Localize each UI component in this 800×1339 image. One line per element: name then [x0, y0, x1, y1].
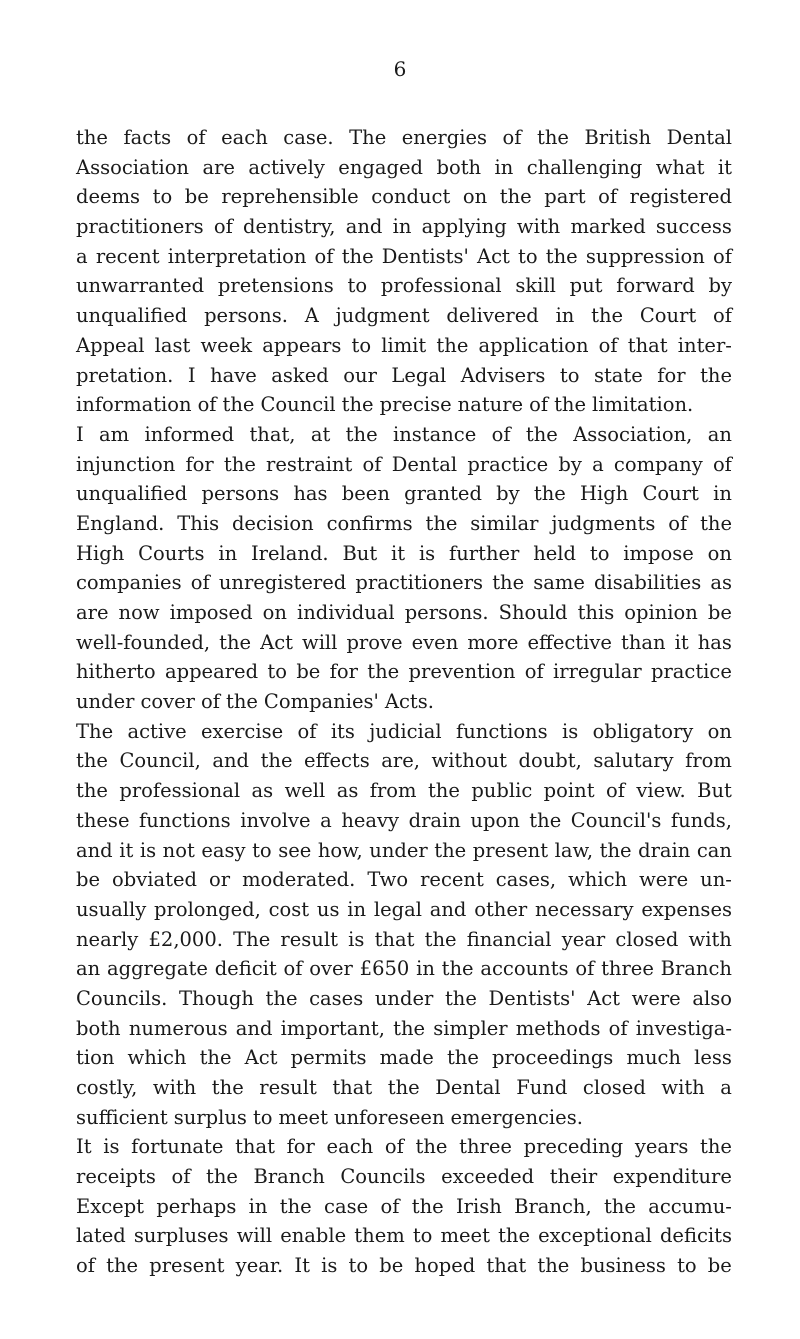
- text-line: sufficient surplus to meet unforeseen emergencies.: [76, 1105, 583, 1129]
- text-line: these functions involve a heavy drain upon the Council's funds,: [76, 808, 732, 832]
- text-line: nearly £2,000. The result is that the financial year closed with: [76, 927, 732, 951]
- text-line: be obviated or moderated. Two recent cases, which were un-: [76, 868, 732, 892]
- body-text: [76, 123, 732, 1281]
- text-line: unqualified persons has been granted by the High Court in: [76, 482, 732, 506]
- text-line: companies of unregistered practitioners the same disabilities as: [76, 571, 732, 595]
- text-line: an aggregate deficit of over £650 in the accounts of three Branch: [76, 957, 732, 981]
- text-line: hitherto appeared to be for the prevention of irregular practice: [76, 660, 732, 684]
- text-line: the facts of each case. The energies of the British Dental: [76, 126, 732, 149]
- page-number: 6: [393, 57, 407, 81]
- text-line: under cover of the Companies' Acts.: [76, 690, 434, 714]
- text-line: the professional as well as from the public point of view. But: [76, 779, 732, 803]
- text-line: well-founded, the Act will prove even more effective than it has: [76, 630, 732, 654]
- text-line: tion which the Act permits made the proceedings much less: [76, 1046, 732, 1070]
- text-line: The active exercise of its judicial functions is obligatory on: [76, 719, 732, 743]
- text-line: It is fortunate that for each of the three preceding years the: [76, 1135, 732, 1159]
- text-line: deems to be reprehensible conduct on the part of registered: [76, 185, 732, 209]
- text-line: Councils. Though the cases under the Dentists' Act were also: [76, 986, 732, 1010]
- text-line: I am informed that, at the instance of the Association, an: [76, 422, 732, 446]
- text-line: a recent interpretation of the Dentists' Act to the suppression of: [76, 244, 732, 268]
- text-line: Except perhaps in the case of the Irish Branch, the accumu-: [76, 1194, 732, 1218]
- text-line: Association are actively engaged both in challenging what it: [76, 155, 732, 179]
- text-line: England. This decision confirms the similar judgments of the: [76, 511, 732, 535]
- text-line: lated surpluses will enable them to meet the exceptional deficits: [76, 1224, 732, 1248]
- text-line: injunction for the restraint of Dental practice by a company of: [76, 452, 732, 476]
- text-line: the Council, and the effects are, without doubt, salutary from: [76, 749, 732, 773]
- text-line: are now imposed on individual persons. Should this opinion be: [76, 601, 732, 624]
- text-line: and it is not easy to see how, under the present law, the drain can: [76, 838, 732, 862]
- text-line: usually prolonged, cost us in legal and other necessary expenses: [76, 897, 732, 921]
- text-line: Appeal last week appears to limit the application of that inter-: [76, 333, 732, 357]
- text-line: pretation. I have asked our Legal Advisers to state for the: [76, 363, 732, 387]
- text-line: High Courts in Ireland. But it is further held to impose on: [76, 541, 732, 565]
- text-line: costly, with the result that the Dental Fund closed with a: [76, 1076, 732, 1099]
- text-line: of the present year. It is to be hoped that the business to be: [76, 1254, 732, 1278]
- text-line: practitioners of dentistry, and in applying with marked success: [76, 215, 732, 239]
- text-line: information of the Council the precise nature of the limitation.: [76, 393, 694, 417]
- text-line: receipts of the Branch Councils exceeded their expenditure: [76, 1165, 732, 1189]
- text-line: unwarranted pretensions to professional skill put forward by: [76, 274, 732, 298]
- text-line: unqualified persons. A judgment delivered in the Court of: [76, 304, 732, 328]
- text-line: both numerous and important, the simpler methods of investiga-: [76, 1016, 732, 1040]
